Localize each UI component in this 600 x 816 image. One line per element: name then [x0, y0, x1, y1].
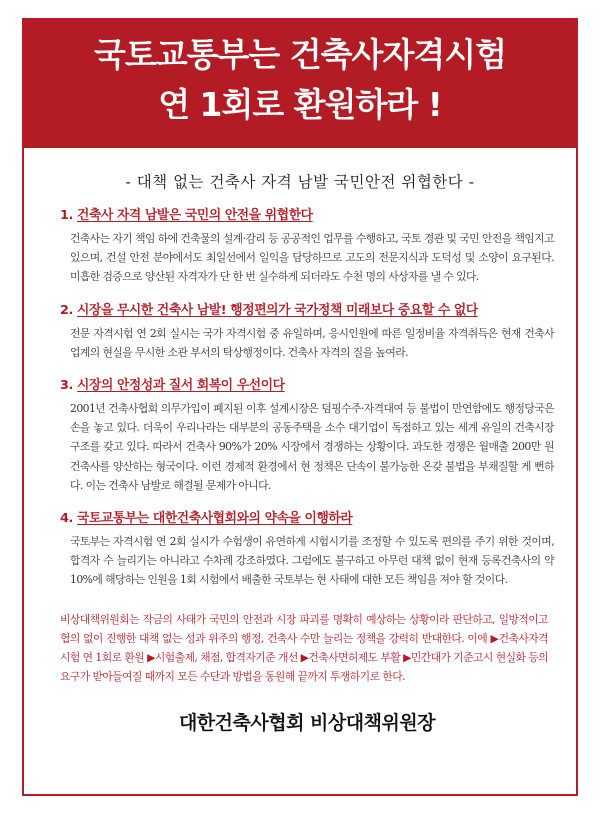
section-3 [60, 378, 554, 495]
section-title [60, 208, 554, 224]
section-number: 3. [60, 378, 73, 394]
section-title [60, 303, 554, 319]
section-title [60, 378, 554, 394]
section-2 [60, 303, 554, 362]
section-title [60, 511, 554, 527]
section-number: 1. [60, 208, 73, 223]
section-number: 4. [60, 511, 73, 527]
section-heading: 시장을 무시한 건축사 남발! 행정편의가 국가정책 미래보다 중요할 수 없다 [77, 302, 478, 318]
section-heading: 건축사 자격 남발은 국민의 안전을 위협한다 [77, 208, 313, 223]
signature: 대한건축사협회 비상대책위원장 [178, 712, 436, 735]
section-4 [60, 511, 554, 590]
headline-line-2: 연 1회로 환원하라 ! [158, 85, 442, 124]
closing-resolution: 비상대책위원회는 작금의 사태가 국민의 안전과 시장 파괴를 명확히 예상하는 상황이라 판단하고, 일방적이고 협의 없이 진행한 대책 없는 성과 위주의 행정, 건축사 수만 늘리는 정책을 강력히 반대한다. 이에 ▶건축사자격시험 연 1회로 환원 ▶시험출제, 채점, 합격자기준 개선 ▶건축사면허제도 부활 ▶민간대가 기준고시 현실화 등의 요구가 받아들여질 때까지 모든 수단과 방법을 동원해 끝까지 투쟁하기로 한다. [60, 612, 548, 684]
statement-frame [22, 18, 578, 796]
section-heading: 시장의 안정성과 질서 회복이 우선이다 [77, 378, 285, 394]
section-body: 2001년 건축사협회 의무가입이 폐지된 이후 설계시장은 덤핑수주·자격대여 등 불법이 만연함에도 행정당국은 손을 놓고 있다. 더욱이 우리나라는 대부분의 공동주택을 소수 대기업이 독점하고 있는 세계 유일의 건축시장 구조를 갖고 있다. 따라서 건축사 90%가 20% 시장에서 경쟁하는 상황이다. 과도한 경쟁은 월매출 200만 원 건축사를 양산하는 형국이다. 이런 경제적 환경에서 현 정책은 단속이 불가능한 온갖 불법을 부채질할 게 뻔하다. 이는 건축사 남발로 해결될 문제가 아니다. [70, 402, 554, 492]
section-heading: 국토교통부는 대한건축사협회와의 약속을 이행하라 [77, 511, 353, 527]
section-number: 2. [60, 302, 73, 318]
section-body: 전문 자격시험 연 2회 실시는 국가 자격시험 중 유일하며, 응시인원에 따른 일정비율 자격취득은 현재 건축사 업계의 현실을 무시한 소관 부서의 탁상행정이다. 건축사 자격의 질을 높여라. [70, 326, 554, 359]
statement-content [24, 208, 576, 735]
section-body: 건축사는 자기 책임 하에 건축물의 설계·감리 등 공공적인 업무를 수행하고, 국토 경관 및 국민 안전을 책임지고 있으며, 건설 안전 분야에서도 최일선에서 일익을 담당하므로 고도의 전문지식과 도덕성 및 소양이 요구된다. 미흡한 검증으로 양산된 자격자가 단 한 번 실수하게 되더라도 수천 명의 사상자를 낼 수 있다. [70, 232, 554, 284]
section-1 [60, 208, 554, 287]
headline-line-1: 국토교통부는 건축사자격시험 [94, 35, 506, 74]
headline-banner [24, 20, 576, 148]
subtitle: - 대책 없는 건축사 자격 남발 국민안전 위협한다 - [125, 173, 475, 191]
section-body: 국토부는 자격시험 연 2회 실시가 수험생이 유연하게 시험시기를 조정할 수 있도록 편의를 주기 위한 것이며, 합격자 수 늘리기는 아니라고 수차례 강조하였다. 그럼에도 불구하고 아무런 대책 없이 현재 등록건축사의 약 10%에 해당하는 인원을 1회 시험에서 배출한 국토부는 현 사태에 대한 모든 책임을 져야 할 것이다. [70, 535, 554, 587]
